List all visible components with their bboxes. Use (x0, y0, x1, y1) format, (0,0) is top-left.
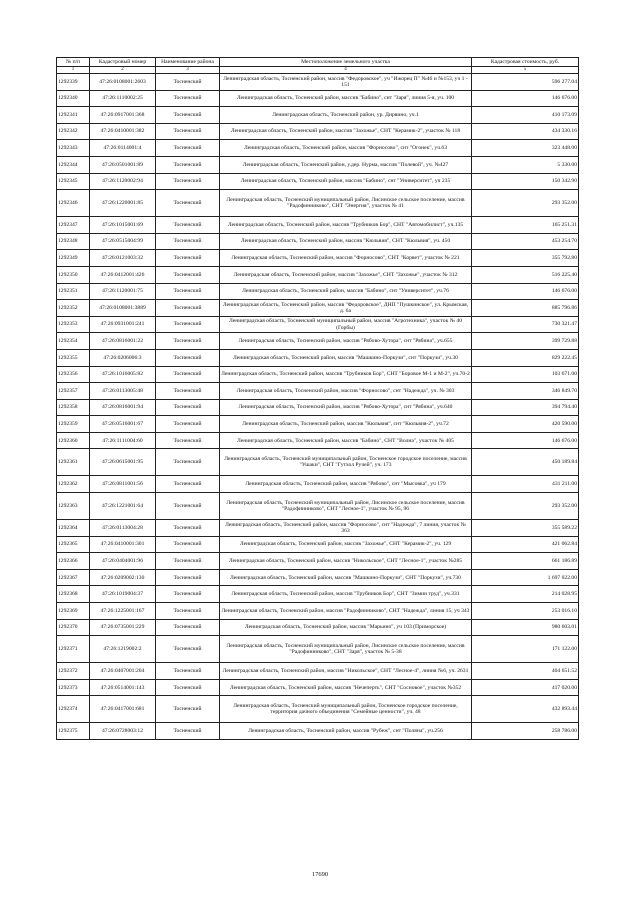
row-number-cell: 1292340 (57, 90, 90, 107)
table-row (57, 696, 579, 723)
cadastral-registry-table (56, 57, 579, 740)
cadastral-number-cell: 47:26:1019004:37 (90, 586, 156, 603)
cadastral-cost-cell: 516 225.40 (472, 266, 579, 283)
district-cell: Тосненский (156, 416, 220, 433)
table-row (57, 723, 579, 740)
table-row (57, 233, 579, 250)
cadastral-number-cell: 47:26:0410001:301 (90, 536, 156, 553)
cadastral-cost-cell: 103 671.00 (472, 366, 579, 383)
column-number: 4 (220, 67, 472, 74)
location-cell: Ленинградская область, Тосненский район, массив "Форносово", СНТ "Корвет", участок № 221 (220, 250, 472, 267)
row-number-cell: 1292339 (57, 74, 90, 91)
cadastral-number-cell: 47:26:1111004:60 (90, 432, 156, 449)
district-cell: Тосненский (156, 349, 220, 366)
row-number-cell: 1292371 (57, 636, 90, 663)
row-number-cell: 1292359 (57, 416, 90, 433)
cadastral-cost-cell: 421 062.84 (472, 536, 579, 553)
row-number-cell: 1292348 (57, 233, 90, 250)
column-number-row (57, 67, 579, 74)
cadastral-number-cell: 47:26:1225001:167 (90, 603, 156, 620)
district-cell: Тосненский (156, 569, 220, 586)
location-cell: Ленинградская область, Тосненский район, массив "Машкино-Поркузи", СНТ "Поркузи", уч.730 (220, 569, 472, 586)
row-number-cell: 1292358 (57, 399, 90, 416)
district-cell: Тосненский (156, 449, 220, 476)
cadastral-number-cell: 47:26:0407001:204 (90, 663, 156, 680)
cadastral-cost-cell: 323 448.00 (472, 140, 579, 157)
table-row (57, 316, 579, 333)
district-cell: Тосненский (156, 217, 220, 234)
row-number-cell: 1292369 (57, 603, 90, 620)
district-cell: Тосненский (156, 173, 220, 190)
cadastral-cost-cell: 171 122.00 (472, 636, 579, 663)
column-number: 3 (156, 67, 220, 74)
cadastral-cost-cell: 453 254.70 (472, 233, 579, 250)
table-row (57, 432, 579, 449)
cadastral-number-cell: 47:26:0811001:56 (90, 476, 156, 493)
location-cell: Ленинградская область, Тосненский район, массив "Форносово", снт "Огонек", уч.63 (220, 140, 472, 157)
cadastral-cost-cell: 214 028.95 (472, 586, 579, 603)
district-cell: Тосненский (156, 300, 220, 317)
cadastral-number-cell: 47:26:0121003:32 (90, 250, 156, 267)
row-number-cell: 1292342 (57, 123, 90, 140)
table-row (57, 283, 579, 300)
location-cell: Ленинградская область, Тосненский район, массив "Рябово-Хутора", снт "Рябина", уч.655 (220, 333, 472, 350)
location-cell: Ленинградская область, Тосненский район, у.дер. Нурма, массив "Полевой", уч. №427 (220, 156, 472, 173)
cadastral-number-cell: 47:26:0917001:368 (90, 107, 156, 124)
row-number-cell: 1292374 (57, 696, 90, 723)
location-cell: Ленинградская область, Тосненский район, массив "Федоровское", ДНП "Пушкинское", ул. Крымская, д. 6а (220, 300, 472, 317)
district-cell: Тосненский (156, 493, 220, 520)
table-row (57, 636, 579, 663)
district-cell: Тосненский (156, 586, 220, 603)
table-row (57, 74, 579, 91)
cadastral-cost-cell: 885 796.86 (472, 300, 579, 317)
column-number: 1 (57, 67, 90, 74)
location-cell: Ленинградская область, Тосненский район, массив "Кюльвия", СНТ "Кюльвия", уч. 450 (220, 233, 472, 250)
cadastral-cost-cell: 146 676.00 (472, 90, 579, 107)
table-row (57, 173, 579, 190)
table-row (57, 569, 579, 586)
location-cell: Ленинградская область, Тосненский район, массив "Никольское", СНТ "Лесное-4", линия №6, уч. 2631 (220, 663, 472, 680)
cadastral-number-cell: 47:26:1219002:2 (90, 636, 156, 663)
district-cell: Тосненский (156, 696, 220, 723)
row-number-cell: 1292341 (57, 107, 90, 124)
cadastral-number-cell: 47:26:0816001:22 (90, 333, 156, 350)
cadastral-cost-cell: 596 277.04 (472, 74, 579, 91)
cadastral-number-cell: 47:26:1015001:69 (90, 217, 156, 234)
cadastral-cost-cell: 1 697 022.00 (472, 569, 579, 586)
cadastral-number-cell: 47:26:0404001:96 (90, 553, 156, 570)
district-cell: Тосненский (156, 399, 220, 416)
cadastral-number-cell: 47:26:0113004:28 (90, 520, 156, 537)
cadastral-cost-cell: 661 186.89 (472, 553, 579, 570)
cadastral-cost-cell: 146 676.00 (472, 432, 579, 449)
table-row (57, 107, 579, 124)
district-cell: Тосненский (156, 383, 220, 400)
cadastral-number-cell: 47:26:1016005:82 (90, 366, 156, 383)
cadastral-cost-cell: 355 589.22 (472, 520, 579, 537)
cadastral-number-cell: 47:26:0412001:426 (90, 266, 156, 283)
cadastral-number-cell: 47:26:1220001:85 (90, 190, 156, 217)
district-cell: Тосненский (156, 266, 220, 283)
district-cell: Тосненский (156, 619, 220, 636)
table-row (57, 190, 579, 217)
district-cell: Тосненский (156, 663, 220, 680)
location-cell: Ленинградская область, Тосненский район, массив "Нечеперть", СНТ "Сосновое", участок №352 (220, 679, 472, 696)
cadastral-cost-cell: 150 342.90 (472, 173, 579, 190)
district-cell: Тосненский (156, 316, 220, 333)
district-cell: Тосненский (156, 476, 220, 493)
cadastral-cost-cell: 829 222.45 (472, 349, 579, 366)
cadastral-number-cell: 47:26:0206006:3 (90, 349, 156, 366)
cadastral-cost-cell: 293 352.00 (472, 190, 579, 217)
column-number: 5 (472, 67, 579, 74)
cadastral-number-cell: 47:26:1110002:25 (90, 90, 156, 107)
cadastral-cost-cell: 432 893.44 (472, 696, 579, 723)
location-cell: Ленинградская область, Тосненский район, массив "Бабино", СНТ "Волна", участок № 405 (220, 432, 472, 449)
location-cell: Ленинградская область, Тосненский муниципальный район, Лисинское сельское поселение, массив "Радофинниково", СНТ "Энергия", участок № 41 (220, 190, 472, 217)
district-cell: Тосненский (156, 250, 220, 267)
table-row (57, 619, 579, 636)
cadastral-cost-cell: 410 173.09 (472, 107, 579, 124)
cadastral-cost-cell: 450 189.84 (472, 449, 579, 476)
cadastral-cost-cell: 417 020.00 (472, 679, 579, 696)
cadastral-number-cell: 47:26:0931001:241 (90, 316, 156, 333)
district-cell: Тосненский (156, 190, 220, 217)
table-row (57, 493, 579, 520)
cadastral-number-cell: 47:26:0516001:67 (90, 416, 156, 433)
row-number-cell: 1292353 (57, 316, 90, 333)
table-row (57, 217, 579, 234)
location-cell: Ленинградская область, Тосненский район, массив "Захожье", СНТ "Керамик-2", участок № 118 (220, 123, 472, 140)
district-cell: Тосненский (156, 333, 220, 350)
cadastral-number-cell: 47:26:1221001:64 (90, 493, 156, 520)
location-cell: Ленинградская область, Тосненский район, массив "Рябово", снт "Мысовка", уч 179 (220, 476, 472, 493)
header-district-name: Наименование района (156, 58, 220, 67)
row-number-cell: 1292355 (57, 349, 90, 366)
table-row (57, 520, 579, 537)
table-body (57, 74, 579, 740)
cadastral-number-cell: 47:26:0108001:2603 (90, 74, 156, 91)
location-cell: Ленинградская область, Тосненский район, массив "Бабино", снт "Университет", уч.76 (220, 283, 472, 300)
table-row (57, 349, 579, 366)
cadastral-number-cell: 47:26:0113005:48 (90, 383, 156, 400)
row-number-cell: 1292364 (57, 520, 90, 537)
location-cell: Ленинградская область, Тосненский район, массив "Бабино", снт "Университет", уч 235 (220, 173, 472, 190)
cadastral-cost-cell: 730 321.47 (472, 316, 579, 333)
table-row (57, 586, 579, 603)
table-row (57, 536, 579, 553)
table-header (57, 58, 579, 74)
row-number-cell: 1292351 (57, 283, 90, 300)
row-number-cell: 1292344 (57, 156, 90, 173)
table-row (57, 476, 579, 493)
location-cell: Ленинградская область, Тосненский район, массив "Бабино", снт "Заря", линия 5-я, уч. 100 (220, 90, 472, 107)
location-cell: Ленинградская область, Тосненский район, массив "Трубников Бор", СНТ "Боровое М-1 и М-2", уч.70-2 (220, 366, 472, 383)
row-number-cell: 1292372 (57, 663, 90, 680)
location-cell: Ленинградская область, Тосненский район, массив "Трубников Бор", СНТ "Автомобилист", уч.135 (220, 217, 472, 234)
cadastral-cost-cell: 980 603.01 (472, 619, 579, 636)
row-number-cell: 1292349 (57, 250, 90, 267)
row-number-cell: 1292366 (57, 553, 90, 570)
district-cell: Тосненский (156, 553, 220, 570)
district-cell: Тосненский (156, 123, 220, 140)
row-number-cell: 1292361 (57, 449, 90, 476)
location-cell: Ленинградская область, Тосненский район, массив "Форносово", снт "Надежда", уч. № 303 (220, 383, 472, 400)
table-row (57, 449, 579, 476)
location-cell: Ленинградская область, Тосненский район, ур. Дирвино, уч.1 (220, 107, 472, 124)
header-row (57, 58, 579, 67)
location-cell: Ленинградская область, Тосненский район, массив "Захожье", СНТ "Керамик-2", уч. 129 (220, 536, 472, 553)
cadastral-number-cell: 47:26:0417001:681 (90, 696, 156, 723)
table-row (57, 266, 579, 283)
location-cell: Ленинградская область, Тосненский район, массив "Кюльвия", снт "Кюльвия-2", уч.72 (220, 416, 472, 433)
location-cell: Ленинградская область, Тосненский район, массив "Трубников Бор", СНТ "Зимин труд", уч.331 (220, 586, 472, 603)
cadastral-cost-cell: 399 729.88 (472, 333, 579, 350)
location-cell: Ленинградская область, Тосненский муниципальный район, Лисинское сельское поселение, массив "Радофинниково", СНТ "Заря", участок № 5-38 (220, 636, 472, 663)
row-number-cell: 1292373 (57, 679, 90, 696)
cadastral-number-cell: 47:26:0410001:382 (90, 123, 156, 140)
district-cell: Тосненский (156, 74, 220, 91)
cadastral-number-cell: 47:26:1120001:75 (90, 283, 156, 300)
district-cell: Тосненский (156, 520, 220, 537)
table-row (57, 156, 579, 173)
cadastral-cost-cell: 420 590.00 (472, 416, 579, 433)
district-cell: Тосненский (156, 636, 220, 663)
location-cell: Ленинградская область, Тосненский район, массив "Марьино", уч 103 (Приморское) (220, 619, 472, 636)
cadastral-cost-cell: 165 251.31 (472, 217, 579, 234)
header-cadastral-cost: Кадастровая стоимость, руб. (472, 58, 579, 67)
table-row (57, 366, 579, 383)
table-row (57, 603, 579, 620)
district-cell: Тосненский (156, 679, 220, 696)
cadastral-cost-cell: 355 792.80 (472, 250, 579, 267)
location-cell: Ленинградская область, Тосненский район, массив "Федоровское", уч "Ижорец П" №46 и №153, уч 1 - 151 (220, 74, 472, 91)
cadastral-cost-cell: 5 330.00 (472, 156, 579, 173)
row-number-cell: 1292365 (57, 536, 90, 553)
row-number-cell: 1292362 (57, 476, 90, 493)
cadastral-number-cell: 47:26:0501001:89 (90, 156, 156, 173)
district-cell: Тосненский (156, 107, 220, 124)
header-number: № п/п (57, 58, 90, 67)
district-cell: Тосненский (156, 140, 220, 157)
location-cell: Ленинградская область, Тосненский район, массив "Форносово", снт "Надежда", 7 линия, участок № 363 (220, 520, 472, 537)
district-cell: Тосненский (156, 156, 220, 173)
location-cell: Ленинградская область, Тосненский муниципальный район, Тосненское городское поселение, массив "Ушаки", СНТ "Гутхол Ручей", уч. 173 (220, 449, 472, 476)
district-cell: Тосненский (156, 90, 220, 107)
cadastral-number-cell: 47:26:0114001:4 (90, 140, 156, 157)
district-cell: Тосненский (156, 366, 220, 383)
row-number-cell: 1292357 (57, 383, 90, 400)
row-number-cell: 1292352 (57, 300, 90, 317)
cadastral-number-cell: 47:26:0209002:130 (90, 569, 156, 586)
table-row (57, 250, 579, 267)
page-number: 17690 (311, 871, 329, 878)
row-number-cell: 1292343 (57, 140, 90, 157)
district-cell: Тосненский (156, 536, 220, 553)
table-row (57, 123, 579, 140)
cadastral-number-cell: 47:26:0515004:99 (90, 233, 156, 250)
location-cell: Ленинградская область, Тосненский район, массив "Рубеж", снт "Поляна", уч.256 (220, 723, 472, 740)
cadastral-cost-cell: 253 016.10 (472, 603, 579, 620)
column-number: 2 (90, 67, 156, 74)
row-number-cell: 1292375 (57, 723, 90, 740)
location-cell: Ленинградская область, Тосненский район, массив "Никольское", СНТ "Лесное-1", участок №285 (220, 553, 472, 570)
cadastral-number-cell: 47:26:0728003:12 (90, 723, 156, 740)
cadastral-cost-cell: 434 330.16 (472, 123, 579, 140)
location-cell: Ленинградская область, Тосненский район, массив "Радофинниково", СНТ "Надежда", линия 15, уч 343 (220, 603, 472, 620)
row-number-cell: 1292356 (57, 366, 90, 383)
table-row (57, 416, 579, 433)
cadastral-number-cell: 47:26:0735001:229 (90, 619, 156, 636)
row-number-cell: 1292345 (57, 173, 90, 190)
cadastral-number-cell: 47:26:0108001:3889 (90, 300, 156, 317)
table-row (57, 679, 579, 696)
cadastral-number-cell: 47:26:1120002:94 (90, 173, 156, 190)
location-cell: Ленинградская область, Тосненский район, массив "Рябово-Хутора", снт "Рябина", уч.640 (220, 399, 472, 416)
table-row (57, 300, 579, 317)
cadastral-number-cell: 47:26:0816001:94 (90, 399, 156, 416)
location-cell: Ленинградская область, Тосненский муниципальный район, Тосненское городское поселение, территория дачного объединения "Семейные ценности", уч. 48 (220, 696, 472, 723)
row-number-cell: 1292367 (57, 569, 90, 586)
row-number-cell: 1292347 (57, 217, 90, 234)
cadastral-cost-cell: 146 676.00 (472, 283, 579, 300)
header-cadastral-number: Кадастровый номер (90, 58, 156, 67)
district-cell: Тосненский (156, 283, 220, 300)
district-cell: Тосненский (156, 603, 220, 620)
cadastral-number-cell: 47:26:0514001:143 (90, 679, 156, 696)
cadastral-cost-cell: 258 786.00 (472, 723, 579, 740)
header-location: Местоположение земельного участка (220, 58, 472, 67)
cadastral-cost-cell: 293 352.00 (472, 493, 579, 520)
row-number-cell: 1292363 (57, 493, 90, 520)
cadastral-cost-cell: 404 651.52 (472, 663, 579, 680)
table-row (57, 663, 579, 680)
row-number-cell: 1292368 (57, 586, 90, 603)
location-cell: Ленинградская область, Тосненский муниципальный район, массив "Агротехника", участок № 40 (Горбы) (220, 316, 472, 333)
table-row (57, 553, 579, 570)
district-cell: Тосненский (156, 233, 220, 250)
table-row (57, 383, 579, 400)
row-number-cell: 1292354 (57, 333, 90, 350)
location-cell: Ленинградская область, Тосненский район, массив "Машкино-Поркузи", снт "Поркузи", уч.30 (220, 349, 472, 366)
cadastral-number-cell: 47:26:0615001:95 (90, 449, 156, 476)
table-row (57, 140, 579, 157)
district-cell: Тосненский (156, 432, 220, 449)
location-cell: Ленинградская область, Тосненский район, массив "Захожье", СНТ "Захожье", участок № 312 (220, 266, 472, 283)
location-cell: Ленинградская область, Тосненский муниципальный район, Лисинское сельское поселение, массив "Радофинниково", СНТ "Лесное-1", участок № 95, 96 (220, 493, 472, 520)
cadastral-cost-cell: 394 794.40 (472, 399, 579, 416)
cadastral-cost-cell: 431 211.00 (472, 476, 579, 493)
row-number-cell: 1292370 (57, 619, 90, 636)
row-number-cell: 1292350 (57, 266, 90, 283)
table-row (57, 399, 579, 416)
row-number-cell: 1292346 (57, 190, 90, 217)
table-row (57, 90, 579, 107)
cadastral-cost-cell: 346 849.70 (472, 383, 579, 400)
district-cell: Тосненский (156, 723, 220, 740)
table-row (57, 333, 579, 350)
row-number-cell: 1292360 (57, 432, 90, 449)
